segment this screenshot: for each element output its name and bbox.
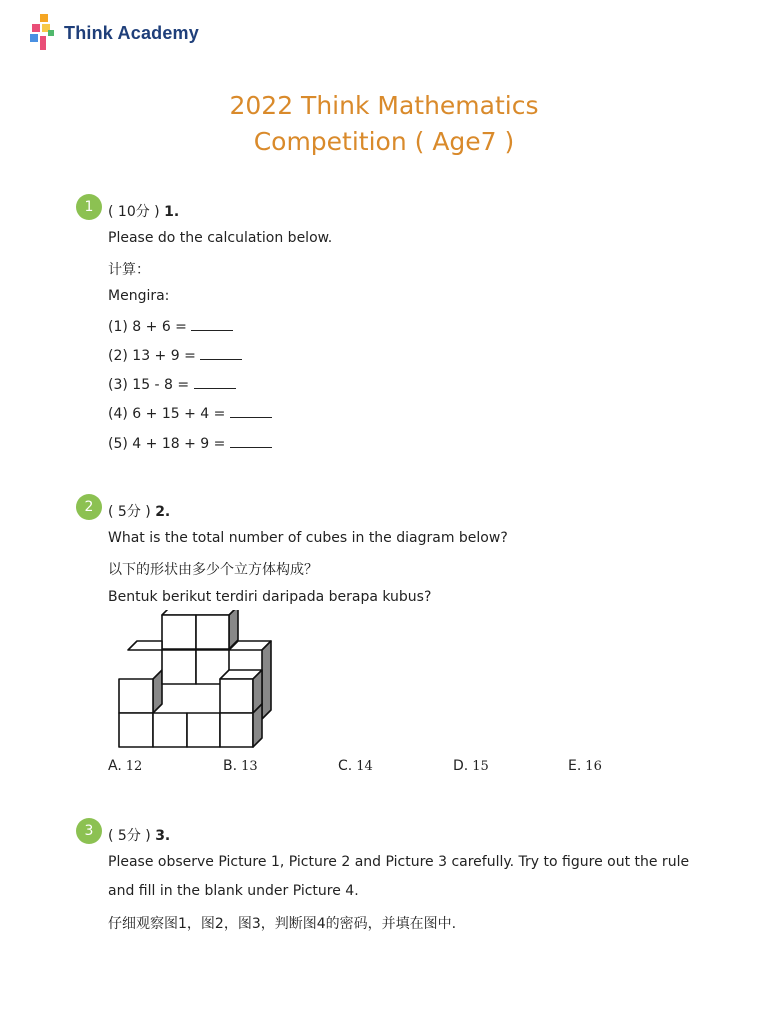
cube-bottom-1 (119, 713, 153, 747)
question-1-text-ms: Mengira: (108, 288, 170, 304)
calc-item-text: (2) 13 + 9 = (108, 348, 196, 364)
calc-item-text: (1) 8 + 6 = (108, 319, 187, 335)
cube-diagram (110, 610, 280, 750)
option-c[interactable] (338, 758, 373, 774)
option-letter: C. (338, 758, 353, 774)
question-2-text-ms: Bentuk berikut terdiri daripada berapa kubus? (108, 589, 432, 605)
brand-name: Think Academy (64, 22, 199, 43)
question-3-number: 3. (155, 828, 171, 844)
option-value: 15 (472, 759, 489, 774)
cube-mid-center-left (162, 650, 196, 684)
question-2-points: ( 5分 ) (108, 504, 151, 520)
question-1-points: ( 10分 ) (108, 204, 160, 220)
question-2-number: 2. (155, 504, 171, 520)
answer-blank[interactable] (191, 318, 233, 331)
cube-mid-side-left (153, 670, 162, 713)
question-1-text-en: Please do the calculation below. (108, 230, 333, 246)
option-value: 12 (125, 759, 143, 774)
think-academy-logo (28, 12, 199, 54)
calc-item-text: (5) 4 + 18 + 9 = (108, 436, 226, 452)
title-line-2: Competition ( Age7 ) (253, 127, 515, 156)
answer-blank[interactable] (230, 405, 272, 418)
question-1-text-zh: 计算： (108, 262, 150, 278)
option-a[interactable] (108, 758, 142, 774)
option-e[interactable] (568, 758, 602, 774)
cube-mid-side-right (262, 641, 271, 719)
option-value: 14 (356, 759, 373, 774)
title-line-1: 2022 Think Mathematics (229, 91, 539, 120)
cube-top-left (162, 615, 196, 649)
page-title (0, 88, 768, 160)
cube-bottom-2 (153, 713, 187, 747)
answer-blank[interactable] (230, 435, 272, 448)
cube-bottom-4 (220, 713, 253, 747)
calc-item-text: (4) 6 + 15 + 4 = (108, 406, 226, 422)
option-b[interactable] (223, 758, 258, 774)
question-2-badge: 2 (76, 494, 102, 520)
question-3-badge: 3 (76, 818, 102, 844)
option-letter: A. (108, 758, 122, 774)
cube-mid-left (119, 679, 153, 713)
option-value: 16 (585, 759, 602, 774)
answer-blank[interactable] (194, 376, 236, 389)
question-1-header (108, 201, 179, 221)
question-1-badge: 1 (76, 194, 102, 220)
option-letter: B. (223, 758, 238, 774)
calc-item-2 (108, 347, 242, 364)
question-3-points: ( 5分 ) (108, 828, 151, 844)
cube-top-right (196, 615, 229, 649)
question-3-text-en-2: and fill in the blank under Picture 4. (108, 883, 359, 899)
calc-item-5 (108, 435, 272, 452)
question-3-header (108, 825, 170, 845)
question-3-text-en-1: Please observe Picture 1, Picture 2 and Picture 3 carefully. Try to figure out the rule (108, 854, 690, 870)
option-value: 13 (241, 759, 258, 774)
calc-item-text: (3) 15 - 8 = (108, 377, 190, 393)
cube-mid-right (220, 679, 253, 713)
question-2-text-en: What is the total number of cubes in the diagram below? (108, 530, 508, 546)
calc-item-3 (108, 376, 236, 393)
question-3-text-zh: 仔细观察图1，图2，图3，判断图4的密码，并填在图中. (108, 916, 457, 932)
option-letter: E. (568, 758, 582, 774)
cube-bottom-3 (187, 713, 220, 747)
cube-mid-top-left (128, 641, 162, 650)
logo-mark-icon (28, 12, 58, 54)
option-d[interactable] (453, 758, 489, 774)
question-2-header (108, 501, 170, 521)
question-2-text-zh: 以下的形状由多少个立方体构成？ (108, 562, 318, 578)
calc-item-4 (108, 405, 272, 422)
question-1-number: 1. (164, 204, 180, 220)
answer-blank[interactable] (200, 347, 242, 360)
calc-item-1 (108, 318, 233, 335)
option-letter: D. (453, 758, 469, 774)
